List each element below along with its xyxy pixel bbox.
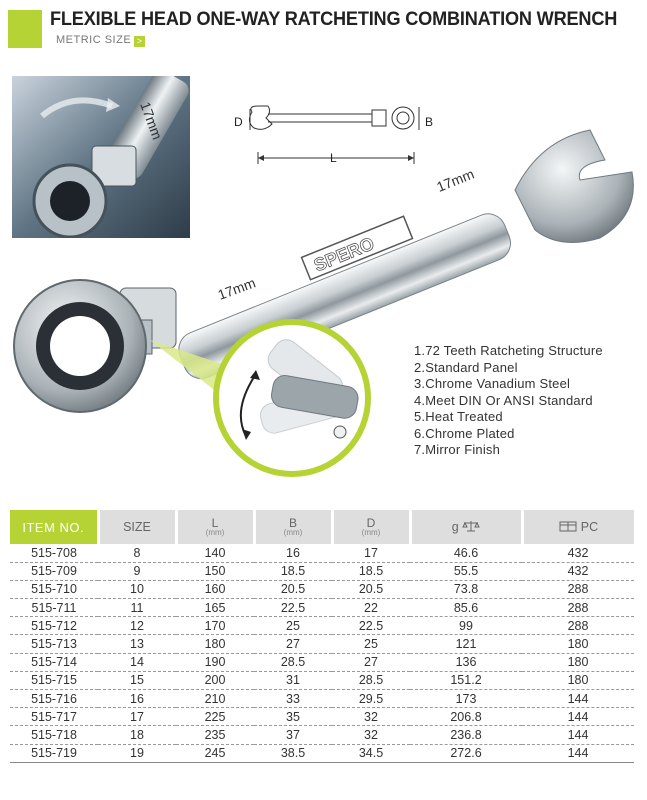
cell-d: 18.5 <box>332 562 410 580</box>
cell-d: 20.5 <box>332 580 410 598</box>
header-item-no: ITEM NO. <box>10 510 98 544</box>
cell-item-no: 515-710 <box>10 580 98 598</box>
feature-item: 2.Standard Panel <box>414 359 518 375</box>
cell-pc: 144 <box>522 744 634 762</box>
cell-b: 16 <box>254 544 332 562</box>
header-b-label: B <box>288 516 297 530</box>
label-l: L <box>330 151 337 165</box>
cell-weight: 206.8 <box>410 708 522 726</box>
cell-size: 12 <box>98 617 176 635</box>
cell-l: 165 <box>176 599 254 617</box>
cell-l: 140 <box>176 544 254 562</box>
cell-size: 15 <box>98 671 176 689</box>
cell-size: 11 <box>98 599 176 617</box>
table-row <box>10 544 634 562</box>
cell-weight: 99 <box>410 617 522 635</box>
cell-size: 10 <box>98 580 176 598</box>
cell-d: 17 <box>332 544 410 562</box>
cell-d: 28.5 <box>332 671 410 689</box>
cell-size: 18 <box>98 726 176 744</box>
cell-b: 22.5 <box>254 599 332 617</box>
cell-item-no: 515-713 <box>10 635 98 653</box>
cell-item-no: 515-708 <box>10 544 98 562</box>
cell-pc: 180 <box>522 653 634 671</box>
cell-weight: 173 <box>410 690 522 708</box>
table-row <box>10 671 634 689</box>
cell-pc: 288 <box>522 617 634 635</box>
cell-item-no: 515-715 <box>10 671 98 689</box>
table-row <box>10 744 634 762</box>
cell-d: 29.5 <box>332 690 410 708</box>
table-row <box>10 635 634 653</box>
cell-l: 150 <box>176 562 254 580</box>
cell-item-no: 515-719 <box>10 744 98 762</box>
page-header <box>0 0 647 56</box>
size-marking-open-end: 17mm <box>434 165 477 195</box>
cell-weight: 85.6 <box>410 599 522 617</box>
size-marking-shaft: 17mm <box>215 274 258 303</box>
closeup-size-marking: 17mm <box>137 99 166 142</box>
table-row <box>10 726 634 744</box>
cell-b: 35 <box>254 708 332 726</box>
cell-d: 32 <box>332 726 410 744</box>
cell-size: 19 <box>98 744 176 762</box>
header-pc <box>522 510 634 544</box>
cell-item-no: 515-709 <box>10 562 98 580</box>
cell-l: 210 <box>176 690 254 708</box>
cell-b: 20.5 <box>254 580 332 598</box>
cell-d: 22.5 <box>332 617 410 635</box>
feature-item: 7.Mirror Finish <box>414 442 501 457</box>
cell-b: 33 <box>254 690 332 708</box>
feature-item: 4.Meet DIN Or ANSI Standard <box>414 392 593 408</box>
unit-label: (mm) <box>283 528 303 537</box>
feature-item: 3.Chrome Vanadium Steel <box>414 376 571 391</box>
header-b <box>254 510 332 544</box>
box-icon <box>559 520 577 532</box>
cell-b: 27 <box>254 635 332 653</box>
feature-item: 5.Heat Treated <box>414 409 503 424</box>
header-d-label: D <box>366 516 376 530</box>
cell-l: 225 <box>176 708 254 726</box>
accent-bar <box>8 10 42 48</box>
header-l <box>176 510 254 544</box>
cell-weight: 121 <box>410 635 522 653</box>
subtitle-text: METRIC SIZE <box>56 34 132 46</box>
cell-size: 14 <box>98 653 176 671</box>
feature-item: 1.72 Teeth Ratcheting Structure <box>414 343 603 358</box>
cell-l: 160 <box>176 580 254 598</box>
cell-pc: 144 <box>522 726 634 744</box>
cell-weight: 151.2 <box>410 671 522 689</box>
cell-item-no: 515-712 <box>10 617 98 635</box>
cell-d: 32 <box>332 708 410 726</box>
table-row <box>10 653 634 671</box>
header-weight <box>410 510 522 544</box>
cell-pc: 288 <box>522 599 634 617</box>
cell-b: 31 <box>254 671 332 689</box>
label-d: D <box>234 115 243 129</box>
header-size: SIZE <box>98 510 176 544</box>
cell-d: 27 <box>332 653 410 671</box>
spec-table <box>10 510 634 763</box>
cell-l: 200 <box>176 671 254 689</box>
cell-pc: 432 <box>522 544 634 562</box>
cell-weight: 46.6 <box>410 544 522 562</box>
cell-size: 16 <box>98 690 176 708</box>
cell-b: 37 <box>254 726 332 744</box>
table-row <box>10 599 634 617</box>
cell-item-no: 515-711 <box>10 599 98 617</box>
unit-label: (mm) <box>361 528 381 537</box>
cell-pc: 288 <box>522 580 634 598</box>
brand-logo: SPERO <box>310 233 377 276</box>
unit-label: (mm) <box>205 528 225 537</box>
cell-b: 38.5 <box>254 744 332 762</box>
cell-b: 25 <box>254 617 332 635</box>
table-row <box>10 690 634 708</box>
cell-b: 28.5 <box>254 653 332 671</box>
cell-pc: 432 <box>522 562 634 580</box>
cell-d: 34.5 <box>332 744 410 762</box>
cell-size: 13 <box>98 635 176 653</box>
cell-d: 25 <box>332 635 410 653</box>
cell-item-no: 515-718 <box>10 726 98 744</box>
cell-l: 180 <box>176 635 254 653</box>
subtitle <box>56 34 145 47</box>
cell-weight: 236.8 <box>410 726 522 744</box>
cell-pc: 144 <box>522 708 634 726</box>
cell-item-no: 515-714 <box>10 653 98 671</box>
cell-l: 190 <box>176 653 254 671</box>
table-row <box>10 617 634 635</box>
cell-weight: 55.5 <box>410 562 522 580</box>
cell-l: 170 <box>176 617 254 635</box>
features-list <box>414 343 603 459</box>
cell-item-no: 515-716 <box>10 690 98 708</box>
cell-size: 17 <box>98 708 176 726</box>
header-weight-label: g <box>451 520 459 534</box>
table-row <box>10 580 634 598</box>
cell-size: 9 <box>98 562 176 580</box>
table-row <box>10 562 634 580</box>
header-d <box>332 510 410 544</box>
table-row <box>10 708 634 726</box>
cell-pc: 144 <box>522 690 634 708</box>
header-pc-label: PC <box>580 520 599 534</box>
table-header-row <box>10 510 634 544</box>
cell-l: 235 <box>176 726 254 744</box>
cell-pc: 180 <box>522 635 634 653</box>
cell-d: 22 <box>332 599 410 617</box>
cell-weight: 272.6 <box>410 744 522 762</box>
cell-weight: 136 <box>410 653 522 671</box>
scale-icon <box>462 520 480 532</box>
cell-item-no: 515-717 <box>10 708 98 726</box>
cell-l: 245 <box>176 744 254 762</box>
page-title: FLEXIBLE HEAD ONE-WAY RATCHETING COMBINATION WRENCH <box>50 8 618 30</box>
cell-pc: 180 <box>522 671 634 689</box>
cell-weight: 73.8 <box>410 580 522 598</box>
feature-item: 6.Chrome Plated <box>414 425 515 441</box>
cell-b: 18.5 <box>254 562 332 580</box>
cell-size: 8 <box>98 544 176 562</box>
chevron-right-icon: > <box>134 36 145 47</box>
header-l-label: L <box>211 516 219 530</box>
label-b: B <box>425 115 434 129</box>
